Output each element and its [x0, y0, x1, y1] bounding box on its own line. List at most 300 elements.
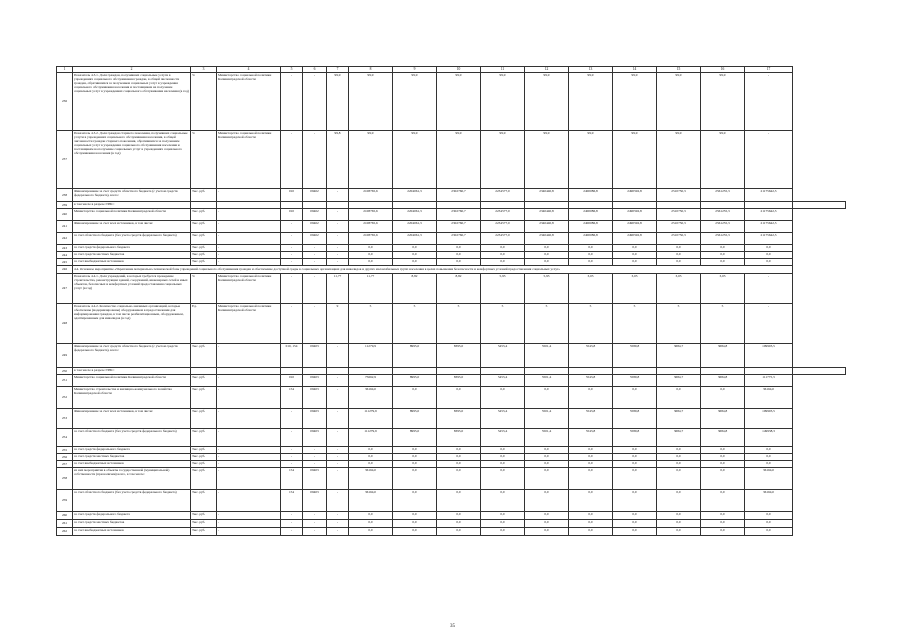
table-cell: -: [217, 252, 281, 259]
table-cell: Тыс. руб.: [191, 409, 217, 429]
table-cell: [281, 202, 303, 209]
table-cell: 0,0: [613, 259, 657, 266]
table-row: [57, 189, 846, 202]
table-cell: 0,0: [569, 259, 613, 266]
header-cell: 3: [191, 67, 217, 73]
table-cell: 99,9: [525, 131, 569, 189]
table-cell: 0,0: [613, 387, 657, 409]
table-cell: 0,0: [437, 512, 481, 520]
table-cell: 3684,8: [701, 429, 745, 447]
table-cell: -: [217, 512, 281, 520]
table-cell: -: [327, 528, 349, 536]
table-cell: 010, 154: [281, 344, 303, 368]
table-cell: [437, 202, 481, 209]
table-cell: 0,0: [701, 512, 745, 520]
table-cell: 99,9: [327, 73, 349, 131]
section-heading-cell: 4.4. Основное мероприятие «Укрепление материально-технической базы учреждений социального обслуживания граждан и обеспечение доступной среды в социальных организациях для инвалидов и других маломобильных групп населения в целях повышения безопасности и комфортных условий предоставления социальных услуг»: [73, 266, 793, 274]
table-cell: 0,0: [481, 528, 525, 536]
table-cell: 36164,0: [349, 468, 393, 490]
table-cell: 5: [393, 304, 437, 344]
table-cell: 0,0: [525, 259, 569, 266]
table-cell: 0,0: [569, 387, 613, 409]
table-row: [57, 202, 846, 209]
table-cell: 5: [701, 304, 745, 344]
header-cell: 12: [525, 67, 569, 73]
row-number-cell: 245: [57, 259, 73, 266]
table-row: [57, 409, 846, 429]
table-cell: 0,0: [393, 461, 437, 468]
table-cell: -: [281, 520, 303, 528]
table-cell: 0,0: [393, 447, 437, 454]
table-cell: 0,0: [613, 461, 657, 468]
table-cell: 3684,8: [701, 409, 745, 429]
table-cell: -: [217, 387, 281, 409]
table-cell: -: [327, 461, 349, 468]
row-number-cell: 239: [57, 202, 73, 209]
table-cell: [569, 368, 613, 375]
table-cell: 09403: [303, 490, 327, 512]
table-cell: [525, 368, 569, 375]
row-number-cell: 257: [57, 461, 73, 468]
table-row: [57, 266, 846, 274]
table-cell: 154: [281, 387, 303, 409]
table-cell: 3684,8: [701, 375, 745, 387]
row-number-cell: 260: [57, 512, 73, 520]
table-cell: 8395,0: [437, 375, 481, 387]
table-cell: 0,0: [437, 468, 481, 490]
table-cell: -: [327, 454, 349, 461]
table-cell: 75662,9: [349, 375, 393, 387]
table-cell: -: [327, 468, 349, 490]
table-cell: 2204061,3: [393, 189, 437, 202]
table-cell: 21175642,3: [745, 189, 793, 202]
table-cell: 0,0: [745, 259, 793, 266]
description-cell: в том числе в разрезе ГРБС:: [73, 368, 191, 375]
table-cell: Ед.: [191, 304, 217, 344]
table-cell: 0,0: [349, 512, 393, 520]
table-cell: 0,0: [349, 259, 393, 266]
table-cell: 0,0: [657, 259, 701, 266]
table-cell: -: [303, 461, 327, 468]
table-cell: -: [303, 274, 327, 304]
table-cell: 0,0: [701, 461, 745, 468]
table-cell: -: [327, 512, 349, 520]
table-cell: Министерство социальной политики Калининградской области: [217, 131, 281, 189]
table-cell: [303, 368, 327, 375]
table-row: [57, 429, 846, 447]
table-cell: 154: [281, 490, 303, 512]
table-cell: 0,0: [437, 528, 481, 536]
table-cell: [327, 202, 349, 209]
table-cell: 3684,7: [657, 375, 701, 387]
row-number-cell: 252: [57, 387, 73, 409]
table-cell: Министерство социальной политики Калининградской области: [217, 304, 281, 344]
table-cell: -: [281, 245, 303, 252]
table-cell: 5543,8: [569, 429, 613, 447]
table-cell: [793, 202, 846, 209]
table-cell: -: [217, 468, 281, 490]
table-cell: 0,0: [745, 520, 793, 528]
table-cell: 99,9: [569, 73, 613, 131]
description-cell: Показатель 4.3.2. Доля граждан старшего поколения, получивших социальные услуги в учреждениях социального обслуживания населения, в общей численности граждан старшего поколения, обратившихся за получением социальных услуг в учреждения социального обслуживания населения и поставщикам на получение социальных услуг в учреждениях социального обслуживания населения (в год): [73, 131, 191, 189]
table-cell: 2108765,6: [349, 209, 393, 221]
table-row: [57, 490, 846, 512]
table-cell: 0,0: [481, 520, 525, 528]
table-cell: Тыс. руб.: [191, 528, 217, 536]
table-cell: -: [327, 447, 349, 454]
table-cell: Тыс. руб.: [191, 512, 217, 520]
table-row: [57, 512, 846, 520]
row-number-cell: 238: [57, 189, 73, 202]
row-number-cell: 253: [57, 409, 73, 429]
table-cell: 0,0: [657, 454, 701, 461]
table-cell: 5453,4: [481, 344, 525, 368]
table-cell: 2302760,7: [437, 209, 481, 221]
table-cell: Тыс. руб.: [191, 520, 217, 528]
table-cell: 09403: [303, 375, 327, 387]
table-row: [57, 528, 846, 536]
table-cell: -: [303, 528, 327, 536]
table-cell: Тыс. руб.: [191, 221, 217, 233]
table-cell: [793, 368, 846, 375]
table-cell: [481, 368, 525, 375]
table-row: [57, 344, 846, 368]
table-cell: 0,0: [701, 447, 745, 454]
table-cell: 010: [281, 189, 303, 202]
table-cell: [303, 202, 327, 209]
table-cell: 0,0: [481, 490, 525, 512]
table-cell: 0,0: [701, 520, 745, 528]
table-cell: 0,0: [437, 454, 481, 461]
table-cell: 99,8: [327, 131, 349, 189]
row-number-cell: 262: [57, 528, 73, 536]
table-cell: -: [217, 375, 281, 387]
row-number-cell: 236: [57, 73, 73, 131]
table-cell: -: [303, 512, 327, 520]
table-cell: 2340440,8: [525, 189, 569, 202]
table-cell: 0,0: [481, 512, 525, 520]
table-cell: 0,0: [349, 447, 393, 454]
table-cell: [349, 202, 393, 209]
table-cell: -: [217, 221, 281, 233]
table-cell: 0,0: [525, 252, 569, 259]
table-cell: [327, 368, 349, 375]
table-cell: [191, 202, 217, 209]
table-cell: 2510750,3: [657, 189, 701, 202]
table-cell: -: [217, 490, 281, 512]
description-cell: за счет областного бюджета (без учета средств федерального бюджета): [73, 429, 191, 447]
row-number-cell: 259: [57, 490, 73, 512]
table-cell: -: [281, 409, 303, 429]
table-cell: 0,0: [525, 528, 569, 536]
table-cell: 2302760,7: [437, 233, 481, 245]
table-cell: 010: [281, 375, 303, 387]
table-cell: [393, 368, 437, 375]
description-cell: Показатель 4.3.1. Доля граждан, получивших социальные услуги в учреждениях социального обслуживания граждан, в общей численности граждан, обратившихся за получением социальных услуг в учреждения социального обслуживания населения и поставщикам на получение социальных услуг в учреждениях социального обслуживания населения (в год): [73, 73, 191, 131]
table-cell: -: [745, 131, 793, 189]
table-row: [57, 387, 846, 409]
table-cell: 99,9: [437, 131, 481, 189]
table-cell: 99,9: [613, 73, 657, 131]
table-cell: [281, 368, 303, 375]
table-cell: 154: [281, 468, 303, 490]
table-cell: 2561255,3: [701, 233, 745, 245]
table-cell: 0,0: [657, 490, 701, 512]
table-row: [57, 274, 846, 304]
table-cell: 0,0: [701, 528, 745, 536]
table-cell: -: [281, 252, 303, 259]
table-cell: 2490592,8: [613, 233, 657, 245]
table-cell: -: [303, 520, 327, 528]
table-cell: 5543,8: [569, 375, 613, 387]
table-row: [57, 304, 846, 344]
description-cell: за счет средств местных бюджетов: [73, 252, 191, 259]
table-cell: 5543,8: [569, 344, 613, 368]
table-cell: 5453,4: [481, 409, 525, 429]
table-cell: -: [327, 259, 349, 266]
table-cell: 0,0: [393, 245, 437, 252]
row-number-cell: 244: [57, 252, 73, 259]
table-cell: -: [327, 387, 349, 409]
table-cell: 2400086,8: [569, 233, 613, 245]
table-cell: -: [327, 344, 349, 368]
table-cell: 0,0: [569, 512, 613, 520]
table-cell: -: [327, 221, 349, 233]
table-cell: 99,9: [437, 73, 481, 131]
table-cell: 5589,8: [613, 409, 657, 429]
table-cell: -: [217, 520, 281, 528]
row-number-cell: 247: [57, 274, 73, 304]
description-cell: Министерство социальной политики Калининградской области: [73, 375, 191, 387]
table-cell: 8995,0: [393, 429, 437, 447]
table-cell: 2561255,3: [701, 221, 745, 233]
table-cell: 111279,9: [349, 409, 393, 429]
table-cell: 5501,4: [525, 375, 569, 387]
table-cell: Министерство социальной политики Калининградской области: [217, 73, 281, 131]
table-cell: -: [281, 73, 303, 131]
table-cell: 111775,3: [745, 375, 793, 387]
description-cell: Министерство социальной политики Калининградской области: [73, 209, 191, 221]
table-cell: 0,0: [525, 512, 569, 520]
description-cell: из них мероприятия в объекты государственной (муниципальной) собственности (при наличии) всего, в том числе:: [73, 468, 191, 490]
table-cell: [613, 202, 657, 209]
table-cell: 2108765,6: [349, 221, 393, 233]
table-cell: 21175642,3: [745, 209, 793, 221]
table-cell: 2204061,3: [393, 233, 437, 245]
table-cell: Тыс. руб.: [191, 245, 217, 252]
table-row: [57, 520, 846, 528]
table-cell: 8,82: [393, 274, 437, 304]
table-cell: -: [217, 259, 281, 266]
table-cell: Тыс. руб.: [191, 259, 217, 266]
table-cell: 0,0: [437, 252, 481, 259]
table-cell: -: [327, 375, 349, 387]
table-cell: 5,93: [481, 274, 525, 304]
table-cell: 0,0: [657, 252, 701, 259]
description-cell: Финансирование за счет всех источников, в том числе:: [73, 409, 191, 429]
table-cell: 0,0: [481, 447, 525, 454]
budget-table: [56, 66, 846, 536]
header-cell: 11: [481, 67, 525, 73]
description-cell: за счет областного бюджета (без учета средств федерального бюджета): [73, 233, 191, 245]
table-cell: 5589,8: [613, 375, 657, 387]
header-cell: 2: [73, 67, 191, 73]
table-cell: 0,0: [613, 454, 657, 461]
table-row: [57, 375, 846, 387]
header-cell: 5: [281, 67, 303, 73]
table-cell: 36164,0: [349, 387, 393, 409]
table-cell: 5,93: [525, 274, 569, 304]
table-cell: 0,0: [613, 245, 657, 252]
table-cell: 8,82: [437, 274, 481, 304]
table-cell: [745, 202, 793, 209]
table-cell: 11279,9: [349, 344, 393, 368]
row-number-cell: 240: [57, 209, 73, 221]
table-cell: 09402: [303, 221, 327, 233]
table-cell: 3684,7: [657, 344, 701, 368]
table-cell: -: [281, 259, 303, 266]
table-cell: 0,0: [569, 528, 613, 536]
table-cell: 3,03: [613, 274, 657, 304]
table-cell: 11,77: [349, 274, 393, 304]
table-cell: Тыс. руб.: [191, 375, 217, 387]
table-cell: 0,0: [701, 252, 745, 259]
table-cell: Тыс. руб.: [191, 429, 217, 447]
description-cell: Показатель 4.4.2. Количество социально-значимых организаций, которые обеспечены (модернизированы) оборудованием в предоставлении для информирования граждан, в том числе реабилитационным, оборудованием, адаптированным для инвалидов (в год): [73, 304, 191, 344]
header-cell: 8: [349, 67, 393, 73]
table-cell: 2302760,7: [437, 221, 481, 233]
row-number-cell: 250: [57, 368, 73, 375]
row-number-cell: 256: [57, 454, 73, 461]
header-cell: 10: [437, 67, 481, 73]
table-cell: 99,9: [481, 73, 525, 131]
table-cell: Тыс. руб.: [191, 454, 217, 461]
table-cell: 09402: [303, 209, 327, 221]
table-cell: -: [303, 447, 327, 454]
table-cell: 0,0: [569, 520, 613, 528]
table-cell: 09402: [303, 233, 327, 245]
table-cell: 36164,0: [349, 490, 393, 512]
table-cell: [657, 368, 701, 375]
table-cell: 0,0: [613, 468, 657, 490]
table-cell: 0,0: [745, 512, 793, 520]
table-cell: -: [327, 409, 349, 429]
header-cell: 13: [569, 67, 613, 73]
header-cell: 4: [217, 67, 281, 73]
table-cell: 0,0: [701, 387, 745, 409]
table-cell: 0,0: [437, 387, 481, 409]
table-cell: -: [303, 454, 327, 461]
table-cell: -: [281, 447, 303, 454]
table-cell: 0,0: [613, 520, 657, 528]
row-number-cell: 246: [57, 266, 73, 274]
table-cell: 0,0: [525, 490, 569, 512]
table-cell: -: [217, 528, 281, 536]
header-cell: 9: [393, 67, 437, 73]
table-cell: -: [281, 512, 303, 520]
table-cell: 2400086,8: [569, 221, 613, 233]
table-cell: 99,9: [349, 131, 393, 189]
table-cell: 3684,8: [701, 344, 745, 368]
table-cell: 2561255,3: [701, 209, 745, 221]
table-cell: 0,0: [657, 245, 701, 252]
table-cell: 0,0: [481, 252, 525, 259]
row-number-cell: 254: [57, 429, 73, 447]
description-cell: за счет средств федерального бюджета: [73, 245, 191, 252]
table-cell: 0,0: [481, 468, 525, 490]
table-cell: 0,0: [349, 461, 393, 468]
table-cell: -: [281, 233, 303, 245]
header-cell: 14: [613, 67, 657, 73]
table-cell: 0,0: [613, 447, 657, 454]
table-cell: Тыс. руб.: [191, 468, 217, 490]
table-cell: 2510750,3: [657, 221, 701, 233]
table-cell: -: [303, 73, 327, 131]
table-cell: 0,0: [349, 245, 393, 252]
header-cell: 17: [745, 67, 793, 73]
table-cell: -: [217, 409, 281, 429]
table-cell: -: [217, 429, 281, 447]
row-number-cell: 249: [57, 344, 73, 368]
table-row: [57, 468, 846, 490]
table-cell: 0,0: [437, 245, 481, 252]
table-cell: 0,0: [701, 454, 745, 461]
row-number-cell: 242: [57, 233, 73, 245]
table-cell: 0,0: [349, 520, 393, 528]
table-cell: 36164,0: [745, 387, 793, 409]
table-cell: 9: [327, 304, 349, 344]
table-cell: 09403: [303, 468, 327, 490]
table-cell: -: [303, 304, 327, 344]
table-cell: 0,0: [393, 259, 437, 266]
row-number-cell: 261: [57, 520, 73, 528]
table-row: [57, 131, 846, 189]
table-cell: 0,0: [657, 512, 701, 520]
table-cell: 0,0: [701, 468, 745, 490]
table-cell: 5453,4: [481, 375, 525, 387]
table-cell: -: [281, 429, 303, 447]
table-cell: 21175642,3: [745, 233, 793, 245]
table-cell: 3,03: [657, 274, 701, 304]
table-cell: 8395,0: [437, 429, 481, 447]
table-cell: 0,0: [481, 245, 525, 252]
table-cell: 0,0: [437, 490, 481, 512]
table-cell: -: [281, 454, 303, 461]
table-cell: [613, 368, 657, 375]
table-cell: -: [217, 344, 281, 368]
table-cell: 2302760,7: [437, 189, 481, 202]
table-cell: 0,0: [437, 520, 481, 528]
table-cell: -: [217, 233, 281, 245]
table-cell: [657, 202, 701, 209]
table-cell: 5: [525, 304, 569, 344]
table-cell: 3684,7: [657, 409, 701, 429]
description-cell: за счет областного бюджета (без учета средств федерального бюджета): [73, 490, 191, 512]
table-row: [57, 73, 846, 131]
table-cell: [349, 368, 393, 375]
description-cell: за счет внебюджетных источников: [73, 528, 191, 536]
table-cell: 2340440,8: [525, 209, 569, 221]
table-cell: 99,9: [701, 73, 745, 131]
table-cell: -: [327, 189, 349, 202]
table-cell: -: [217, 454, 281, 461]
table-cell: 2340440,8: [525, 233, 569, 245]
table-cell: 2108765,6: [349, 233, 393, 245]
table-cell: 0,0: [481, 454, 525, 461]
table-cell: 5: [569, 304, 613, 344]
table-cell: [525, 202, 569, 209]
table-cell: Министерство социальной политики Калининградской области: [217, 274, 281, 304]
